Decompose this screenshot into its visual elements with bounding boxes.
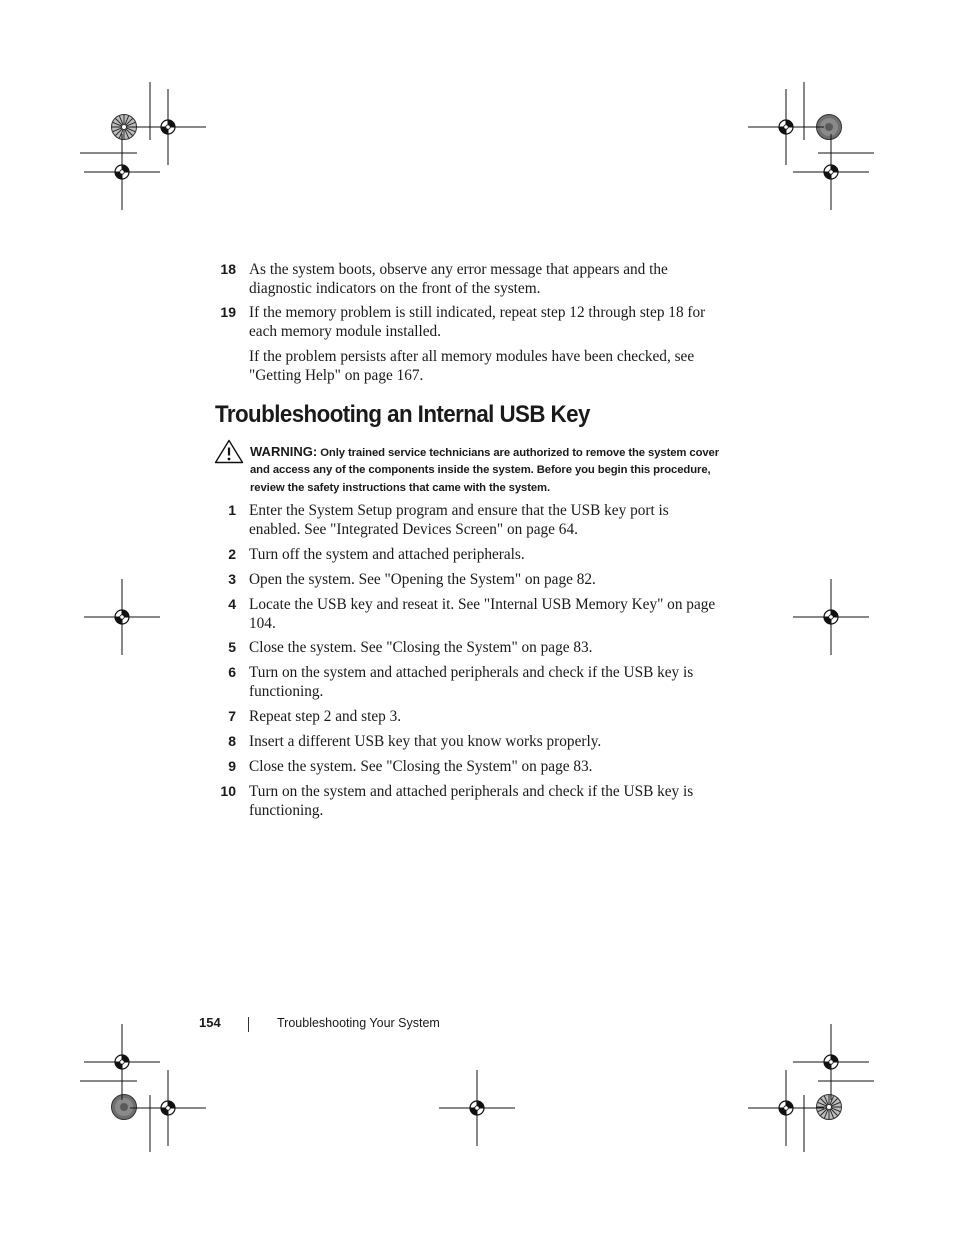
warning-triangle-icon: [214, 439, 244, 464]
footer-divider: [248, 1017, 249, 1032]
step-number: 2: [228, 546, 236, 562]
step-text: Locate the USB key and reseat it. See "Internal USB Memory Key" on page 104.: [249, 596, 716, 633]
step-text: If the memory problem is still indicated, repeat step 12 through step 18 for each memory module installed.: [249, 304, 706, 341]
step-number: 19: [220, 304, 236, 320]
step-number: 8: [228, 733, 236, 749]
step-number: 1: [228, 502, 236, 518]
step-text: Open the system. See "Opening the System" on page 82.: [249, 571, 596, 588]
section-title: Troubleshooting an Internal USB Key: [215, 401, 590, 428]
page-number: 154: [199, 1015, 221, 1030]
step-number: 3: [228, 571, 236, 587]
step-text: Turn off the system and attached peripherals.: [249, 546, 525, 563]
step-number: 18: [220, 261, 236, 277]
step-number: 4: [228, 596, 236, 612]
step-text: Repeat step 2 and step 3.: [249, 708, 402, 725]
warning-text: Only trained service technicians are authorized to remove the system cover and access any of the components inside the system. Before you begin this procedure, review the safety instructions that came with the system.: [250, 447, 720, 494]
step-text: Close the system. See "Closing the System" on page 83.: [249, 758, 593, 775]
step-number: 10: [220, 783, 236, 799]
note-paragraph: If the problem persists after all memory modules have been checked, see "Getting Help" on page 167.: [249, 348, 695, 385]
step-number: 7: [228, 708, 236, 724]
step-text: Turn on the system and attached peripherals and check if the USB key is functioning.: [249, 664, 694, 701]
step-text: Turn on the system and attached peripherals and check if the USB key is functioning.: [249, 783, 694, 820]
step-text: Insert a different USB key that you know works properly.: [249, 733, 602, 750]
chapter-title: Troubleshooting Your System: [277, 1016, 440, 1030]
warning-notice: [250, 443, 730, 497]
step-text: Enter the System Setup program and ensure that the USB key port is enabled. See "Integrated Devices Screen" on page 64.: [249, 502, 669, 539]
warning-label: WARNING:: [250, 444, 318, 459]
step-text: As the system boots, observe any error message that appears and the diagnostic indicators on the front of the system.: [249, 261, 668, 298]
step-text: Close the system. See "Closing the System" on page 83.: [249, 639, 593, 656]
step-number: 9: [228, 758, 236, 774]
step-number: 6: [228, 664, 236, 680]
step-number: 5: [228, 639, 236, 655]
